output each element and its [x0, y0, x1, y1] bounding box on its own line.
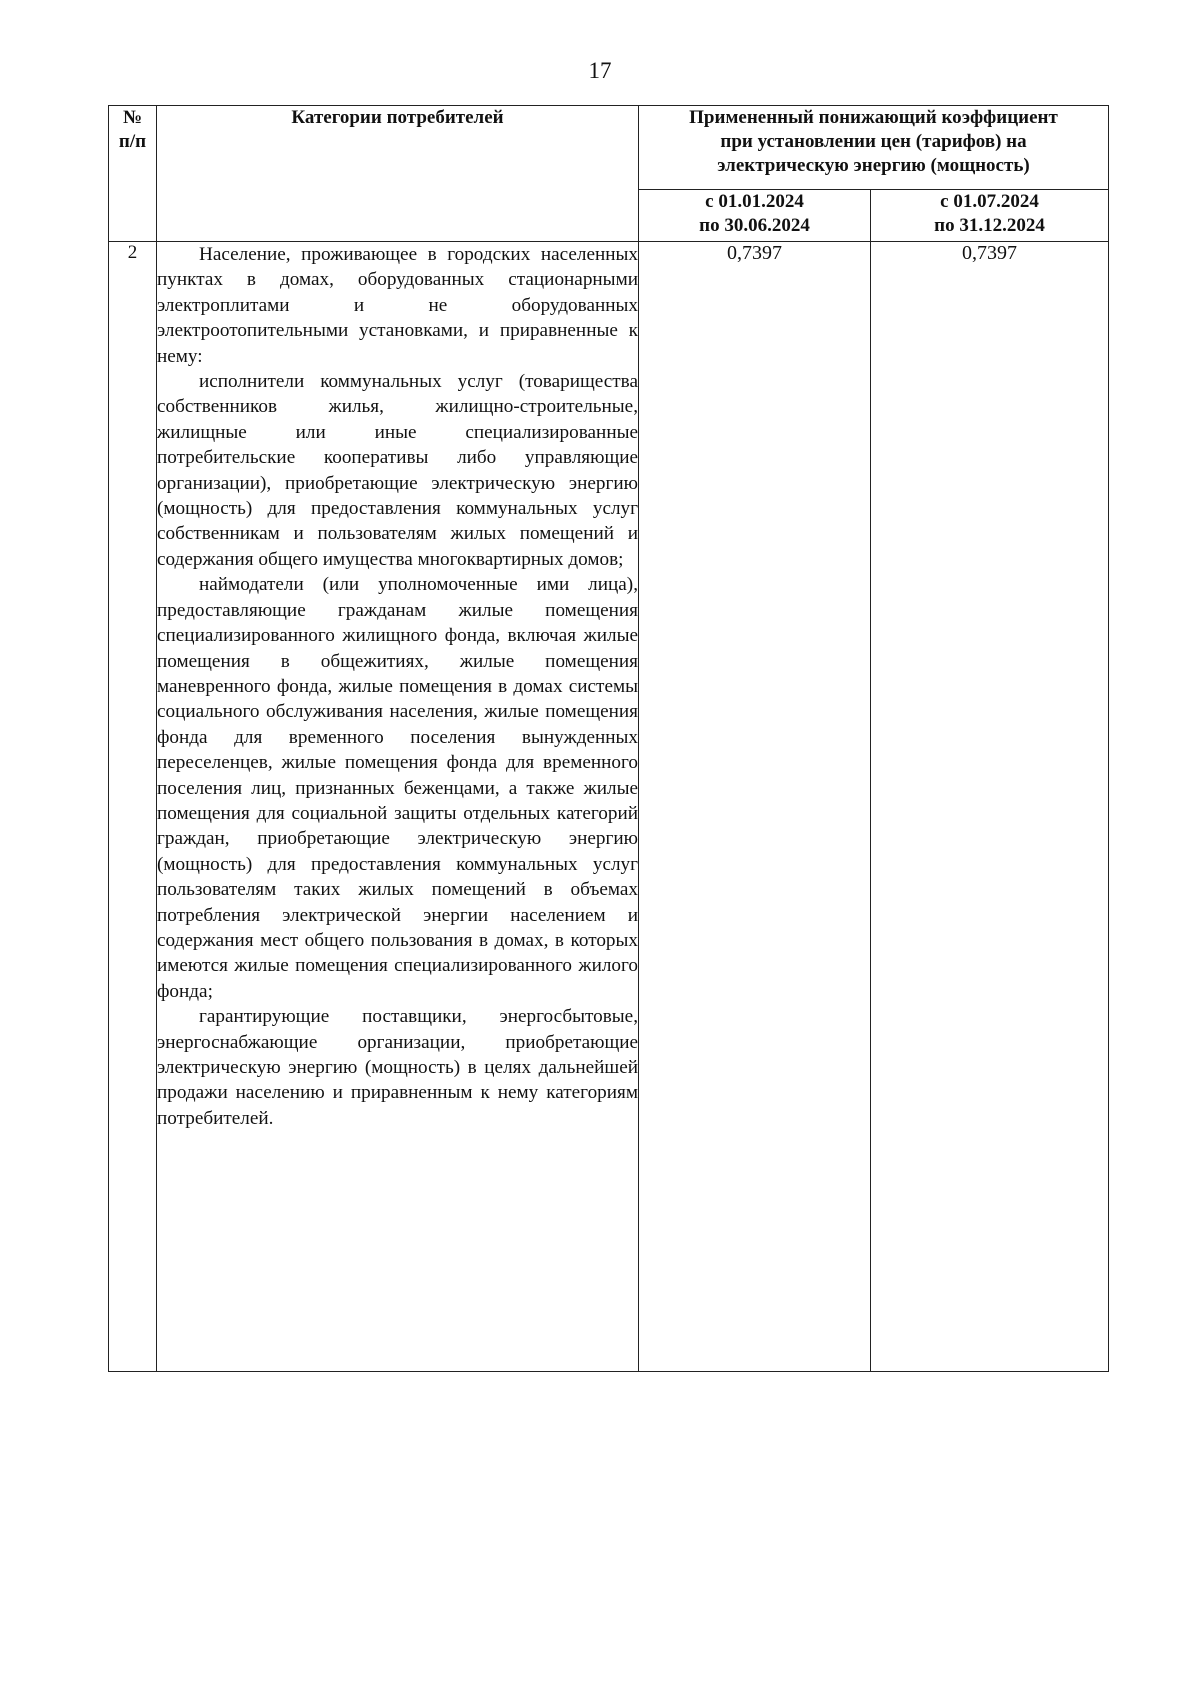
header-num-line: п/п: [118, 131, 147, 152]
tariff-coefficient-table: [108, 105, 1109, 1372]
category-paragraph: наймодатели (или уполномоченные ими лица), предоставляющие гражданам жилые помещения специализированного жилищного фонда, включая жилые помещения в общежитиях, жилые помещения маневренного фонда, жилые помещения в домах системы социального обслуживания населения, жилые помещения фонда для временного поселения вынужденных переселенцев, жилые помещения фонда для временного поселения лиц, признанных беженцами, а также жилые помещения для социальной защиты отдельных категорий граждан, приобретающие электрическую энергию (мощность) для предоставления коммунальных услуг пользователям таких жилых помещений в объемах потребления электрической энергии населением и содержания мест общего пользования в домах, в которых имеются жилые помещения специализированного жилого фонда;: [157, 574, 638, 1002]
header-coefficient-line: при установлении цен (тарифов) на: [720, 131, 1027, 152]
header-num: [109, 106, 157, 242]
category-paragraph: Население, проживающее в городских населенных пунктах в домах, оборудованных стационарными электроплитами и не оборудованных электроотопительными установками, и приравненные к нему:: [157, 244, 638, 367]
header-category: Категории потребителей: [157, 106, 639, 242]
header-coefficient-line: Примененный понижающий коэффициент: [689, 107, 1058, 128]
header-period-1: [639, 190, 871, 242]
row-number: 2: [109, 242, 157, 1372]
table-row: [109, 242, 1109, 1372]
coefficient-value-period-2: 0,7397: [871, 242, 1109, 1372]
header-period-2: [871, 190, 1109, 242]
category-paragraph: исполнители коммунальных услуг (товарищества собственников жилья, жилищно-строительные, жилищные или иные специализированные потребительские кооперативы либо управляющие организации), приобретающие электрическую энергию (мощность) для предоставления коммунальных услуг собственникам и пользователям жилых помещений и содержания общего имущества многоквартирных домов;: [157, 371, 638, 570]
header-period-1-to: по 30.06.2024: [699, 215, 810, 236]
header-period-2-to: по 31.12.2024: [934, 215, 1045, 236]
page-number: 17: [588, 58, 612, 83]
header-coefficient-line: электрическую энергию (мощность): [717, 155, 1030, 176]
header-period-2-from: с 01.07.2024: [940, 191, 1039, 212]
header-num-line: №: [122, 107, 143, 128]
category-description: [157, 242, 639, 1372]
coefficient-value-period-1: 0,7397: [639, 242, 871, 1372]
header-row: [109, 106, 1109, 190]
header-coefficient: [639, 106, 1109, 190]
header-period-1-from: с 01.01.2024: [705, 191, 804, 212]
category-paragraph: гарантирующие поставщики, энергосбытовые, энергоснабжающие организации, приобретающие электрическую энергию (мощность) в целях дальнейшей продажи населению и приравненным к нему категориям потребителей.: [157, 1006, 638, 1129]
